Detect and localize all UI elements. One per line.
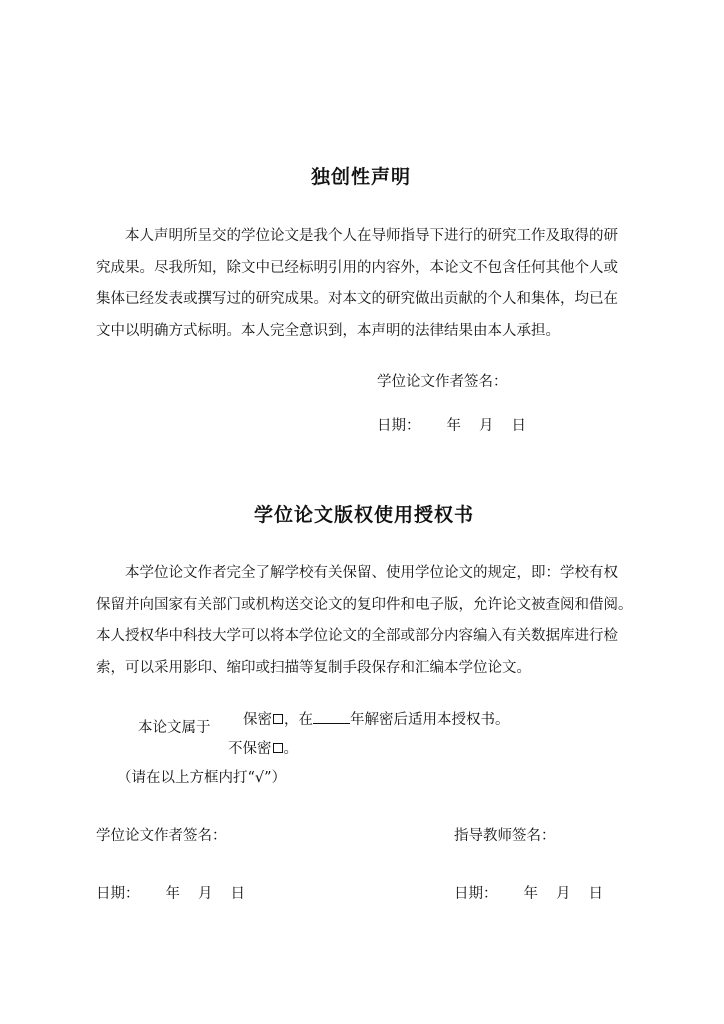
not-confidential-option — [228, 737, 298, 758]
confidential-checkbox[interactable] — [273, 714, 283, 724]
originality-paragraph — [96, 221, 632, 347]
confidential-option — [243, 708, 510, 729]
authorization-paragraph — [96, 558, 632, 684]
author-signature-label: 学位论文作者签名： — [96, 828, 227, 844]
advisor-date-line — [454, 882, 603, 903]
paragraph-line: 索，可以采用影印、缩印或扫描等复制手段保存和汇编本学位论文。 — [96, 659, 531, 676]
advisor-signature-label: 指导教师签名： — [454, 828, 556, 844]
month-label: 月 — [198, 886, 213, 902]
declassify-year-blank[interactable] — [313, 711, 350, 724]
author-signature-label: 学位论文作者签名： — [377, 374, 508, 390]
confidential-separator: ，在 — [284, 712, 313, 728]
month-label: 月 — [556, 886, 571, 902]
year-label: 年 — [165, 886, 180, 902]
date-label: 日期： — [377, 418, 421, 434]
not-confidential-label: 不保密 — [228, 741, 272, 757]
paragraph-line: 本人授权华中科技大学可以将本学位论文的全部或部分内容编入有关数据库进行检 — [96, 628, 618, 644]
authorization-title: 学位论文版权使用授权书 — [254, 504, 475, 526]
paragraph-line: 文中以明确方式标明。本人完全意识到，本声明的法律结果由本人承担。 — [96, 322, 560, 339]
month-label: 月 — [479, 418, 494, 434]
thesis-belongs-label: 本论文属于 — [138, 720, 211, 736]
confidential-label: 保密 — [243, 712, 272, 728]
year-label: 年 — [446, 418, 461, 434]
author-date-line — [96, 882, 245, 903]
originality-date-line — [377, 414, 526, 435]
paragraph-line: 集体已经发表或撰写过的研究成果。对本文的研究做出贡献的个人和集体，均已在 — [96, 291, 618, 307]
day-label: 日 — [511, 418, 526, 434]
confidential-after-text: 年解密后适用本授权书。 — [350, 712, 510, 728]
not-confidential-checkbox[interactable] — [273, 743, 283, 753]
paragraph-line: 保留并向国家有关部门或机构送交论文的复印件和电子版，允许论文被查阅和借阅。 — [96, 596, 633, 613]
originality-title: 独创性声明 — [311, 166, 412, 188]
not-confidential-end: 。 — [283, 741, 298, 757]
paragraph-line: 本人声明所呈交的学位论文是我个人在导师指导下进行的研究工作及取得的研 — [125, 228, 618, 244]
date-label: 日期： — [96, 886, 140, 902]
paragraph-line: 究成果。尽我所知，除文中已经标明引用的内容外，本论文不包含任何其他个人或 — [96, 259, 618, 276]
paragraph-line: 本学位论文作者完全了解学校有关保留、使用学位论文的规定，即：学校有权 — [125, 565, 618, 581]
checkbox-instruction: （请在以上方框内打“√”） — [117, 770, 287, 786]
date-label: 日期： — [454, 886, 498, 902]
year-label: 年 — [523, 886, 538, 902]
day-label: 日 — [230, 886, 245, 902]
day-label: 日 — [588, 886, 603, 902]
